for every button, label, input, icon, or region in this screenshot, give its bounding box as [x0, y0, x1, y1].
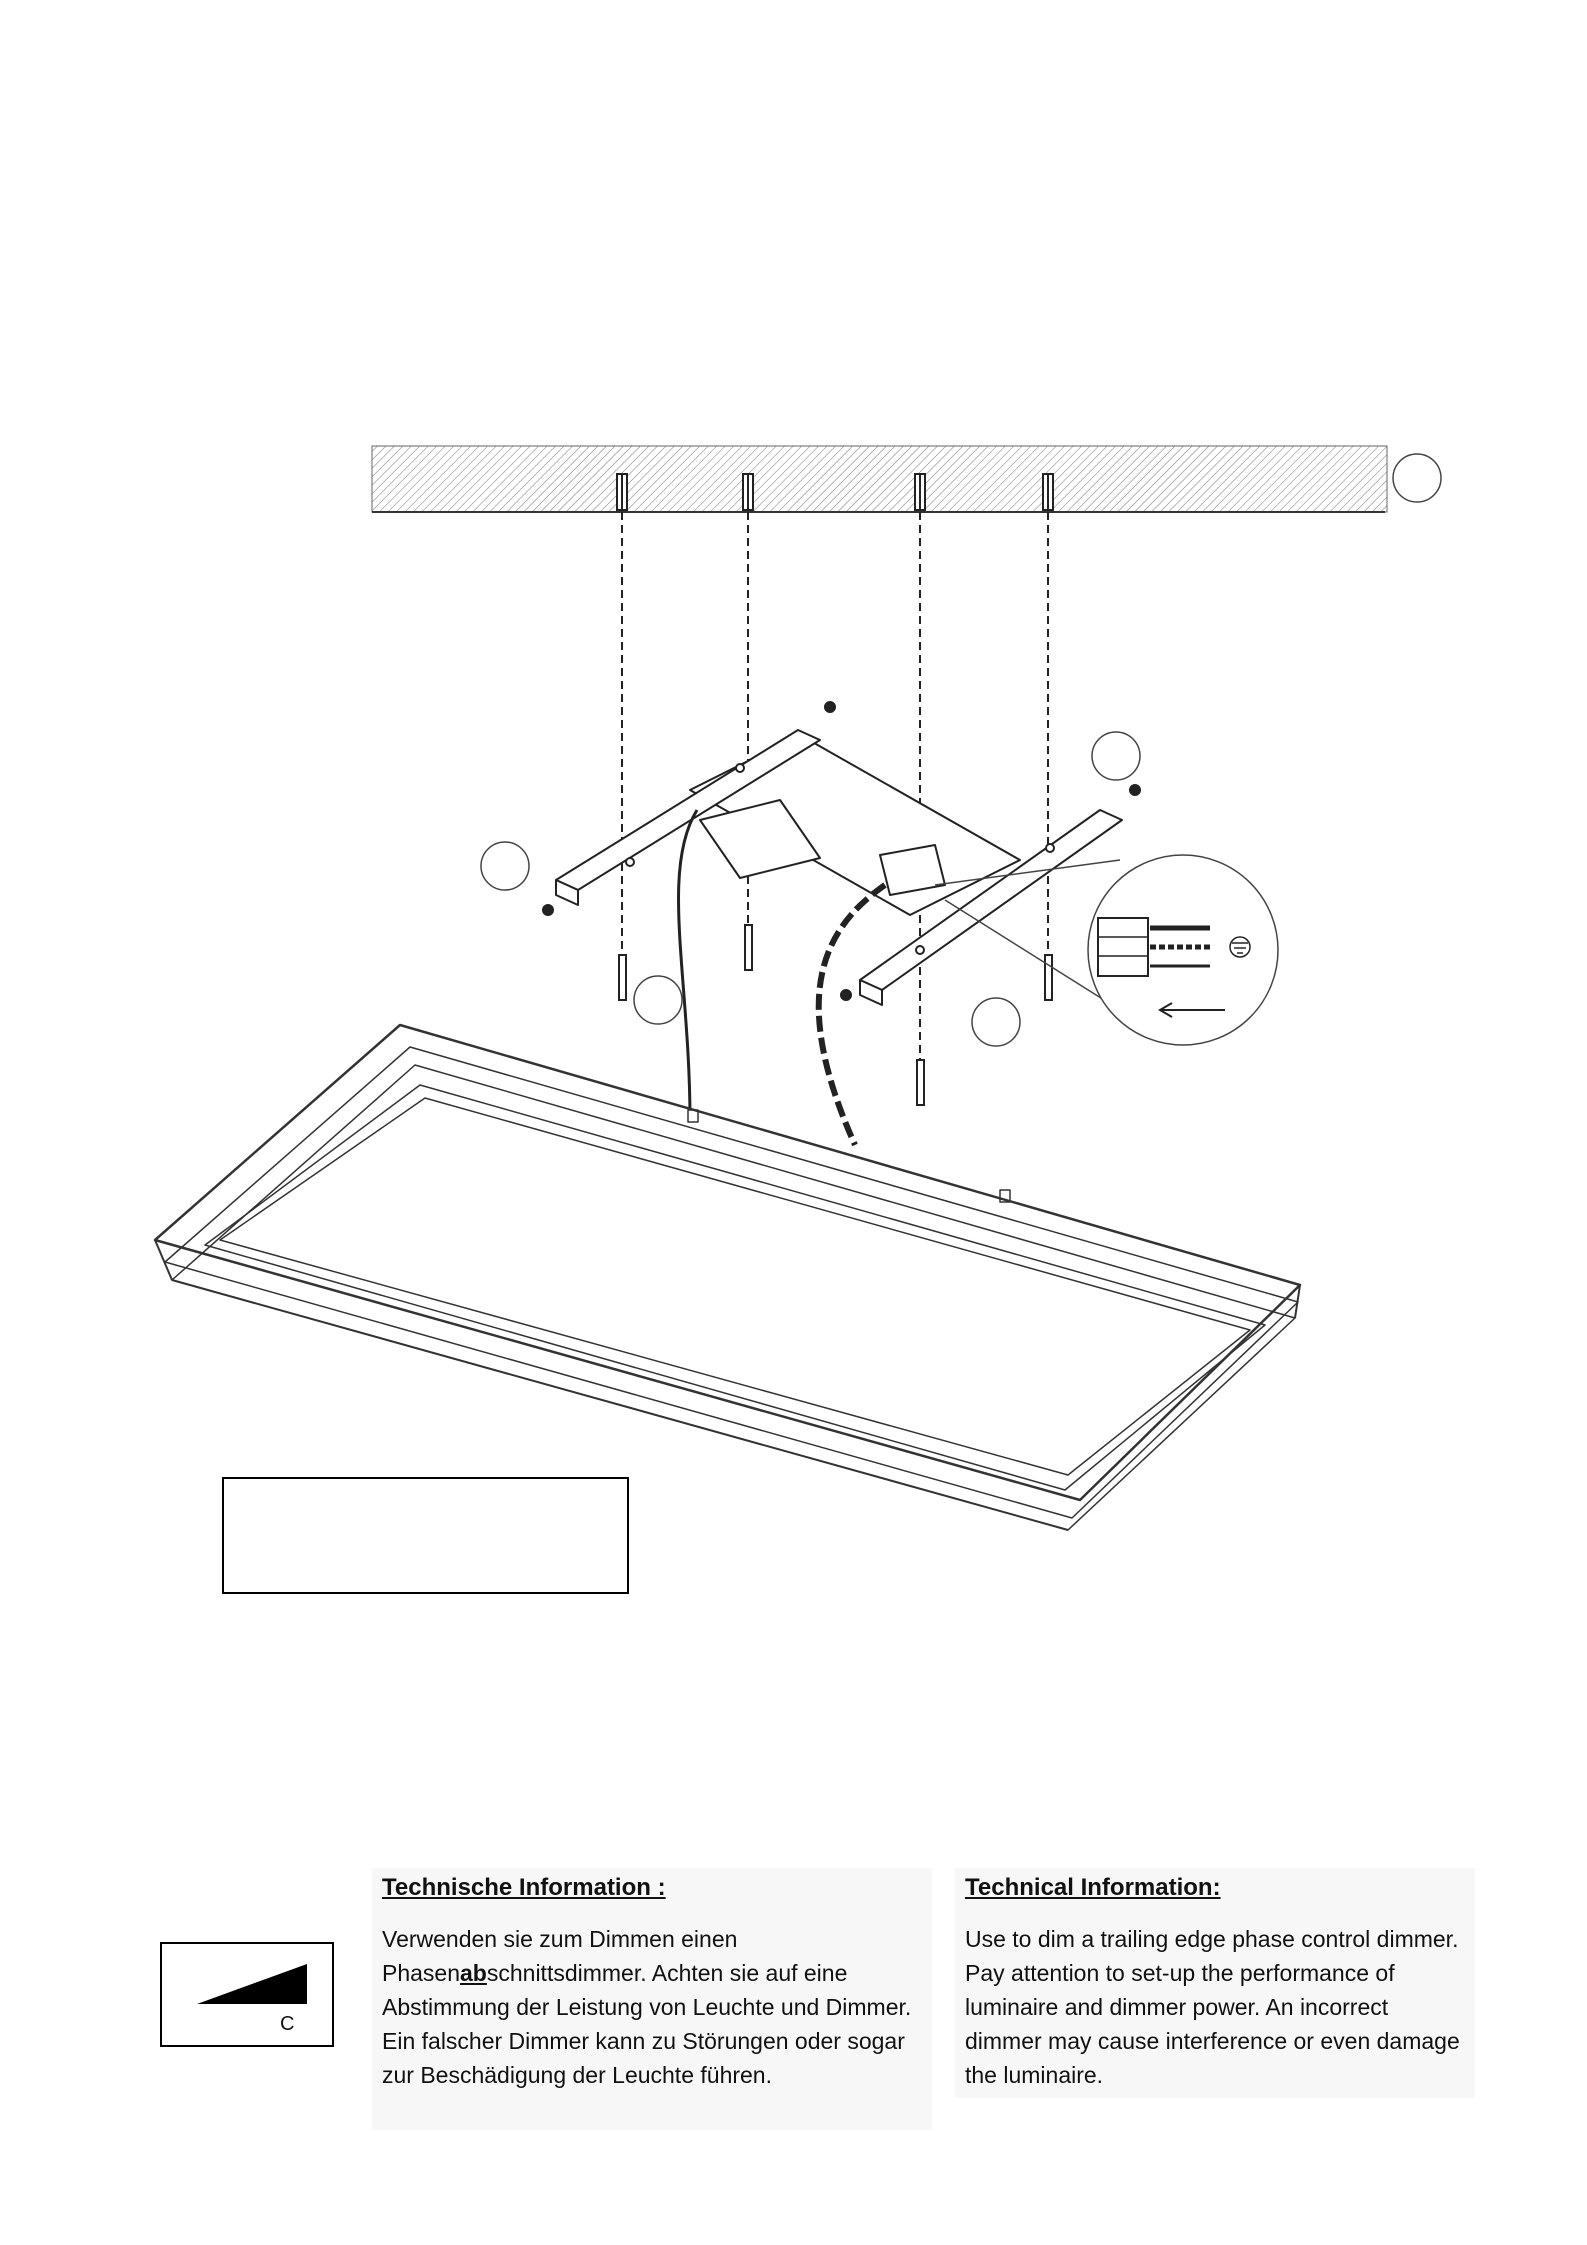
heading-en: Technical Information:	[965, 1874, 1221, 1901]
text-de: Verwenden sie zum Dimmen einen Phasenabschnittsdimmer. Achten sie auf eine Abstimmung der Leistung von Leuchte und Dimmer. Ein falscher Dimmer kann zu Störungen oder sogar zur Beschädigung der Leuchte führen.	[382, 1926, 912, 2088]
text-en: Use to dim a trailing edge phase control dimmer. Pay attention to set-up the performance of luminaire and dimmer power. An incorrect dimmer may cause interference or even damage the luminaire.	[965, 1926, 1460, 2088]
callout-ceiling	[1393, 454, 1441, 502]
ceiling	[372, 446, 1387, 512]
technical-info-german	[372, 1868, 932, 2130]
technical-info-english	[955, 1868, 1475, 2098]
led-panel	[155, 1025, 1300, 1530]
mounting-frame	[556, 730, 1122, 1005]
dimmable-icon	[162, 1944, 336, 2049]
heading-de: Technische Information :	[382, 1874, 666, 1901]
dimmer-label: C	[280, 2013, 295, 2035]
blank-label-box	[222, 1477, 629, 1594]
dimmer-symbol	[160, 1942, 334, 2047]
